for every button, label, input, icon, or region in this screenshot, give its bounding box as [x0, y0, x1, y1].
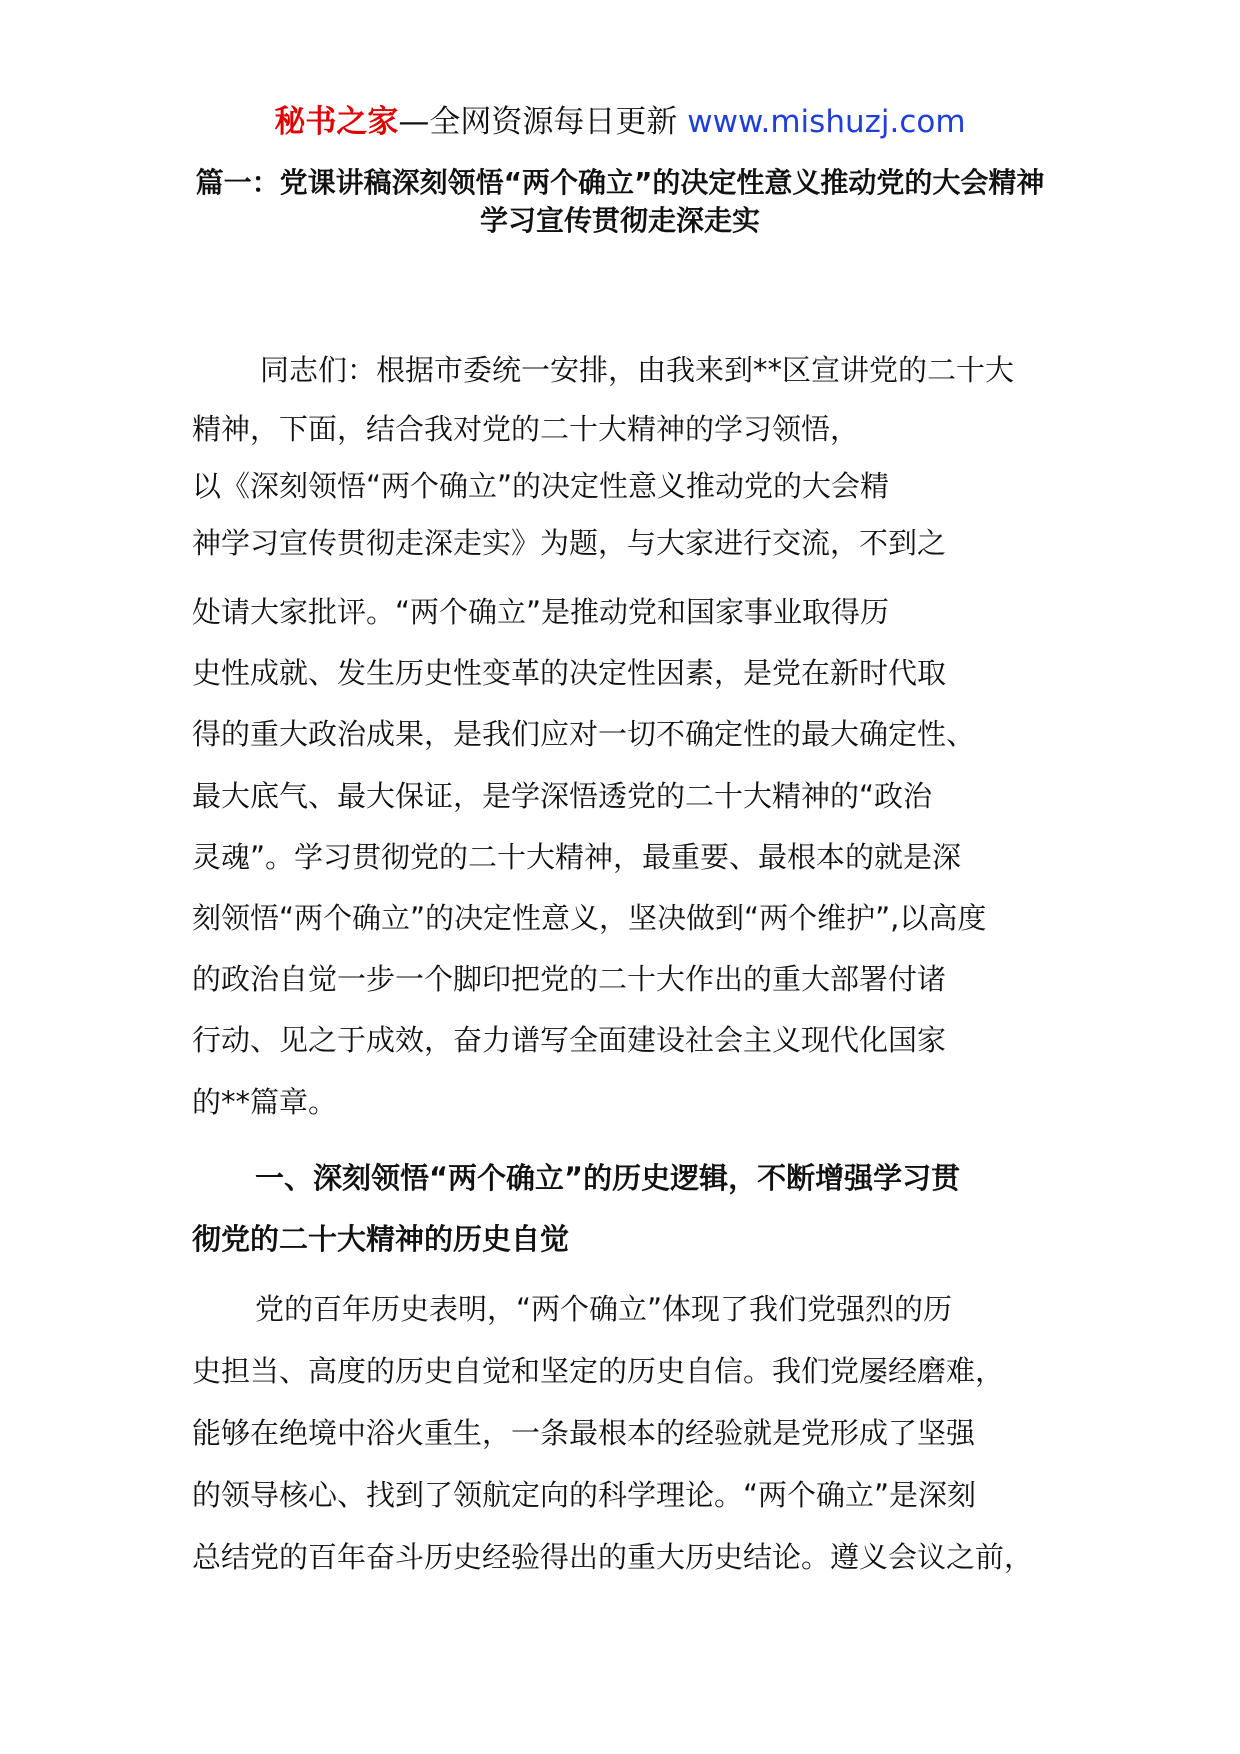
paragraph-line: 的政治自觉一步一个脚印把党的二十大作出的重大部署付诸 — [192, 962, 947, 996]
site-header — [0, 100, 1240, 144]
paragraph-line: 史担当、高度的历史自觉和坚定的历史自信。我们党屡经磨难， — [192, 1354, 1005, 1388]
title-line-1: 篇一：党课讲稿深刻领悟“两个确立”的决定性意义推动党的大会精神 — [195, 166, 1045, 199]
paragraph-line: 行动、见之于成效，奋力谱写全面建设社会主义现代化国家 — [192, 1023, 947, 1057]
paragraph-line: 处请大家批评。“两个确立”是推动党和国家事业取得历 — [192, 595, 890, 629]
paragraph-line: 能够在绝境中浴火重生，一条最根本的经验就是党形成了坚强 — [192, 1416, 976, 1450]
paragraph-line: 刻领悟“两个确立”的决定性意义，坚决做到“两个维护”,以高度 — [192, 901, 987, 935]
section-heading-line-1: 一、深刻领悟“两个确立”的历史逻辑，不断增强学习贯 — [255, 1161, 961, 1195]
brand-name: 秘书之家 — [274, 104, 399, 140]
paragraph-line: 以《深刻领悟“两个确立”的决定性意义推动党的大会精 — [192, 469, 890, 503]
paragraph-line: 的**篇章。 — [192, 1085, 338, 1119]
paragraph-line: 精神，下面，结合我对党的二十大精神的学习领悟， — [192, 412, 860, 446]
paragraph-line: 的领导核心、找到了领航定向的科学理论。“两个确立”是深刻 — [192, 1478, 977, 1512]
section-heading-line-2: 彻党的二十大精神的历史自觉 — [192, 1222, 570, 1256]
paragraph-line: 得的重大政治成果，是我们应对一切不确定性的最大确定性、 — [192, 717, 976, 751]
header-tagline: —全网资源每日更新 — [398, 104, 678, 140]
site-url-link[interactable]: www.mishuzj.com — [687, 104, 966, 140]
paragraph-line: 最大底气、最大保证，是学深悟透党的二十大精神的“政治 — [192, 779, 933, 813]
title-line-2: 学习宣传贯彻走深走实 — [479, 204, 760, 237]
paragraph-line: 党的百年历史表明，“两个确立”体现了我们党强烈的历 — [255, 1292, 953, 1326]
paragraph-line: 神学习宣传贯彻走深走实》为题，与大家进行交流，不到之 — [192, 526, 947, 560]
paragraph-line: 总结党的百年奋斗历史经验得出的重大历史结论。遵义会议之前， — [192, 1540, 1034, 1574]
paragraph-line: 灵魂”。学习贯彻党的二十大精神，最重要、最根本的就是深 — [192, 840, 962, 874]
paragraph-line: 史性成就、发生历史性变革的决定性因素，是党在新时代取 — [192, 656, 947, 690]
document-title — [150, 164, 1090, 240]
paragraph-line: 同志们：根据市委统一安排，由我来到**区宣讲党的二十大 — [260, 353, 1015, 387]
